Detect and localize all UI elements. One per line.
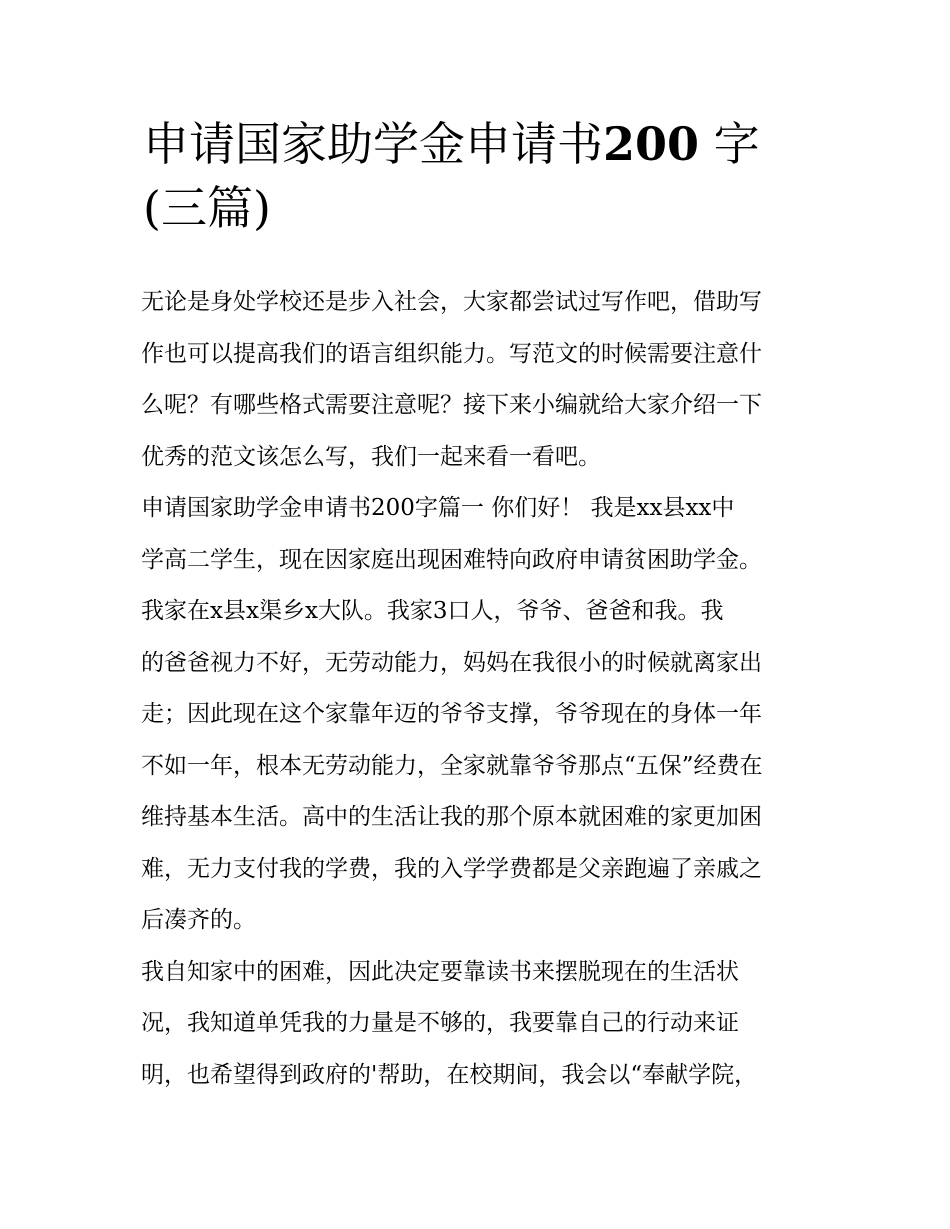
body-line: 明，也希望得到政府的'帮助，在校期间，我会以“奉献学院，	[141, 1061, 758, 1088]
body-line: 我自知家中的困难，因此决定要靠读书来摆脱现在的生活状	[141, 958, 739, 985]
body-line: 申请国家助学金申请书200字篇一 你们好！ 我是xx县xx中	[141, 495, 735, 521]
document-title	[143, 112, 823, 240]
title-prefix: 申请国家助学金申请书	[143, 117, 603, 171]
body-line: 后凑齐的。	[141, 907, 256, 933]
title-suffix: 字	[699, 117, 760, 171]
title-number: 200	[603, 117, 700, 171]
body-line: 学高二学生，现在因家庭出现困难特向政府申请贫困助学金。	[141, 546, 762, 573]
body-line: 难，无力支付我的学费，我的入学学费都是父亲跑遍了亲戚之	[141, 855, 762, 882]
title-line-2: (三篇)	[143, 181, 271, 235]
body-line: 不如一年，根本无劳动能力，全家就靠爷爷那点“五保”经费在	[141, 752, 763, 779]
body-line: 的爸爸视力不好，无劳动能力，妈妈在我很小的时候就离家出	[141, 649, 762, 676]
body-line: 作也可以提高我们的语言组织能力。写范文的时候需要注意什	[141, 340, 762, 367]
body-line: 我家在x县x渠乡x大队。我家3口人，爷爷、爸爸和我。我	[141, 598, 724, 624]
body-line: 维持基本生活。高中的生活让我的那个原本就困难的家更加困	[141, 804, 762, 830]
document-body	[141, 279, 821, 1103]
body-line: 么呢？有哪些格式需要注意呢？接下来小编就给大家介绍一下	[141, 392, 762, 418]
body-line: 优秀的范文该怎么写，我们一起来看一看吧。	[141, 443, 601, 470]
body-line: 走；因此现在这个家靠年迈的爷爷支撑，爷爷现在的身体一年	[141, 701, 762, 727]
body-line: 况，我知道单凭我的力量是不够的，我要靠自己的行动来证	[141, 1010, 739, 1036]
body-line: 无论是身处学校还是步入社会，大家都尝试过写作吧，借助写	[141, 289, 762, 315]
